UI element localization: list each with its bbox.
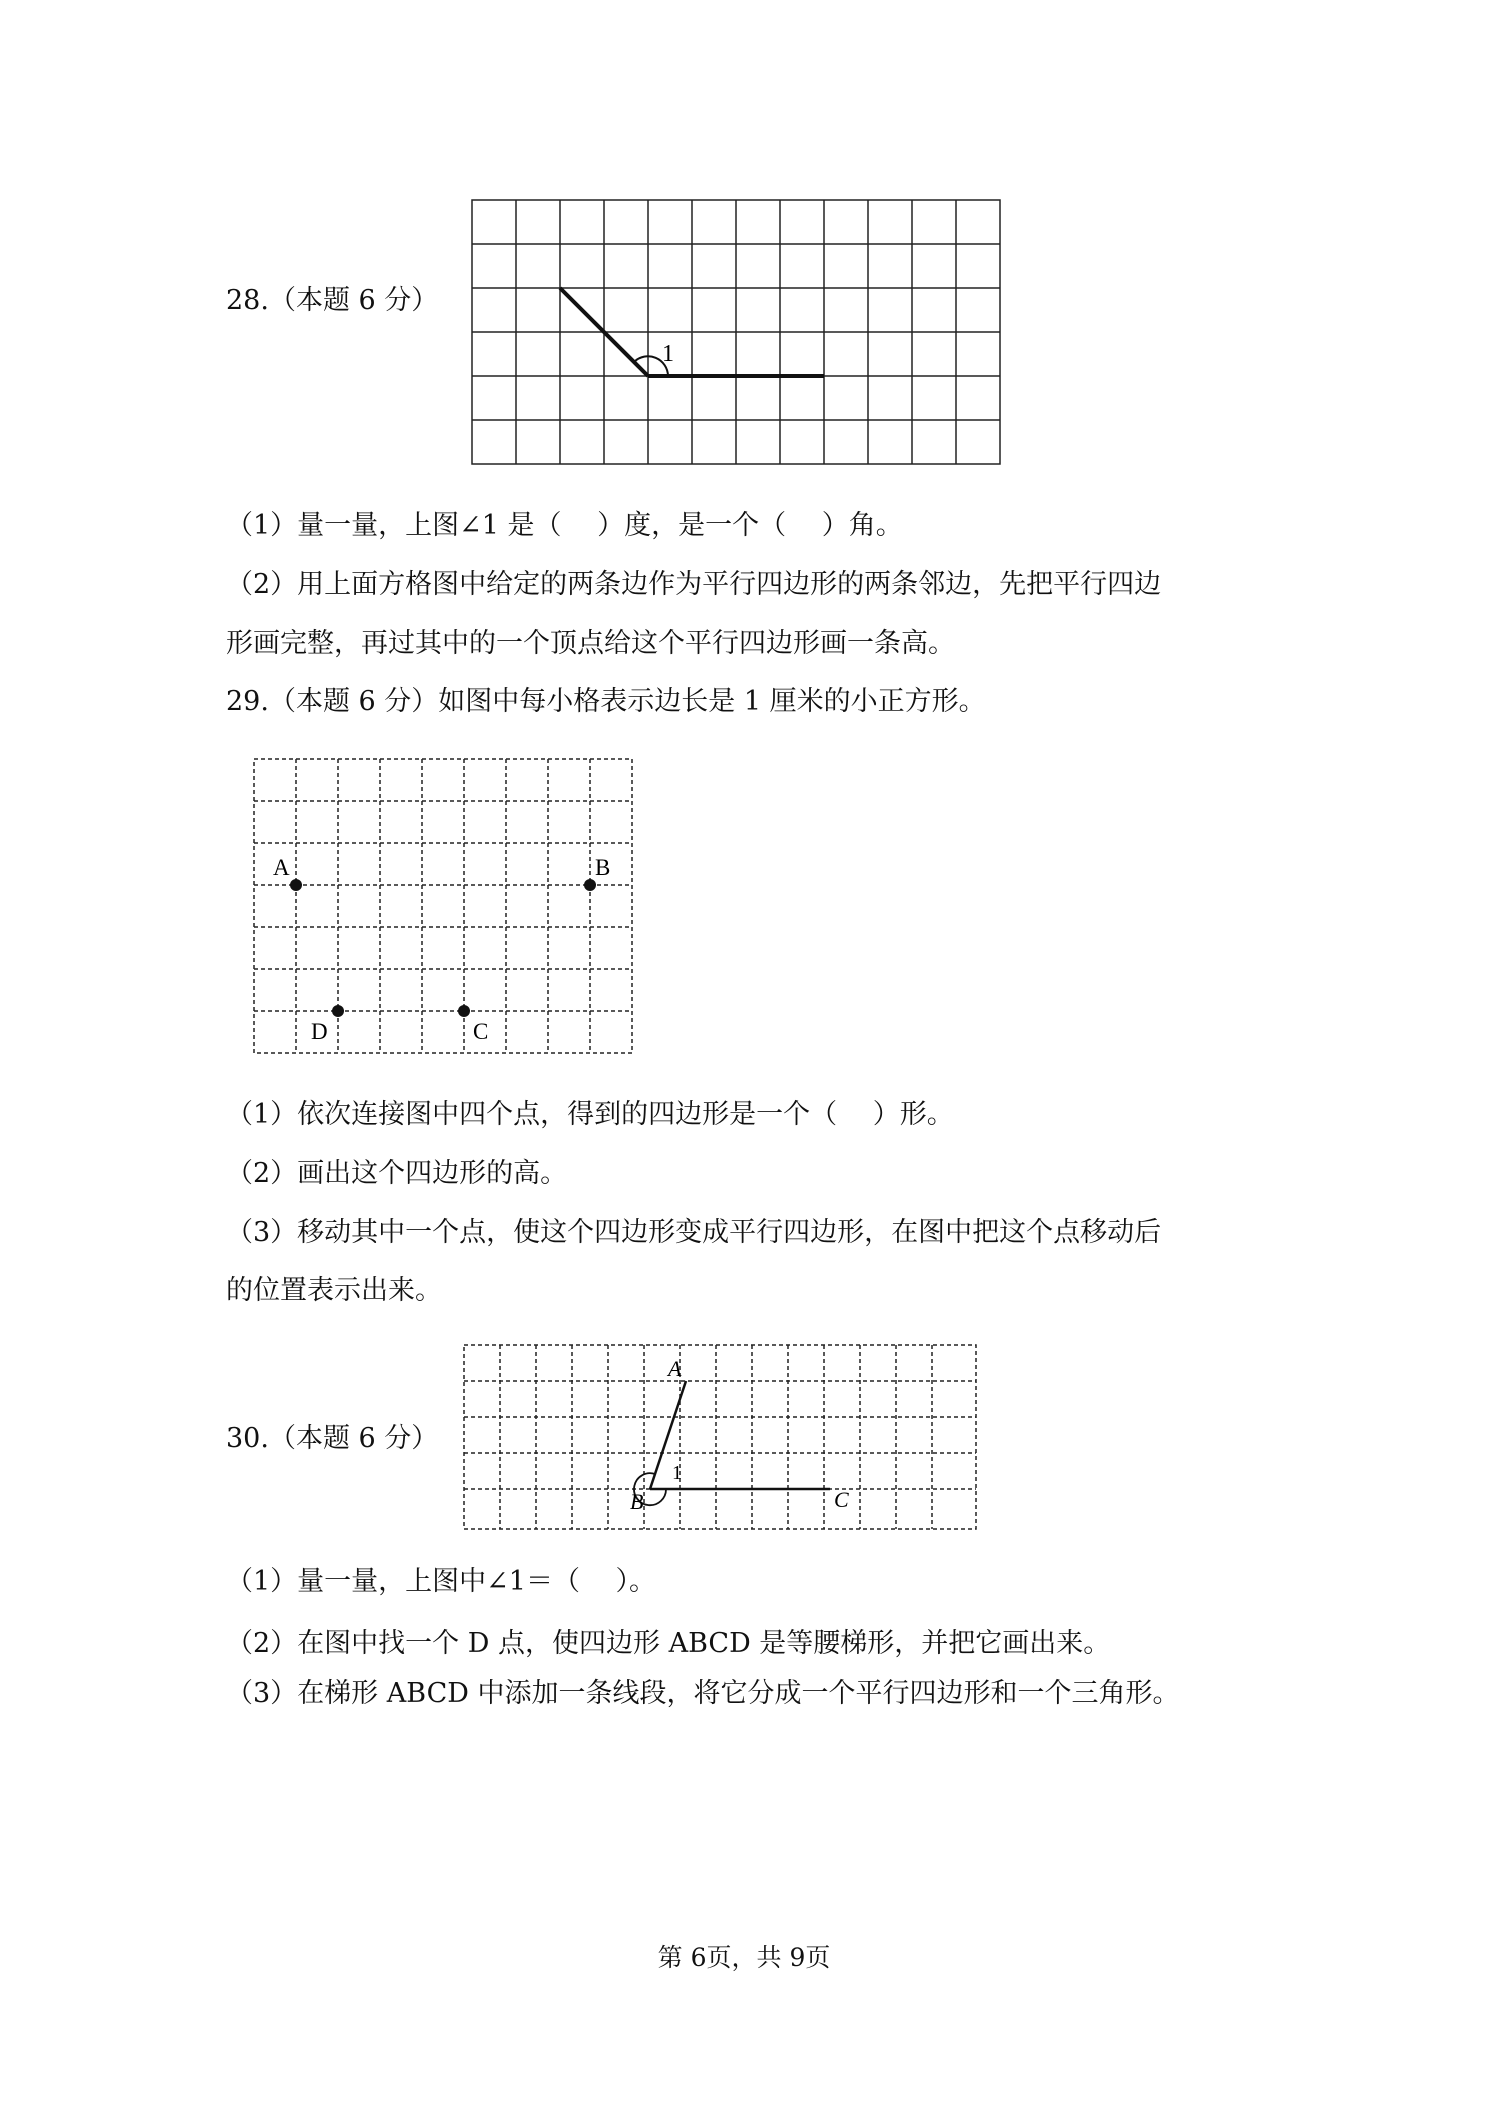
- page-footer: 第 6页，共 9页: [657, 1943, 831, 1972]
- q30-angle-label: 1: [672, 1462, 682, 1484]
- q29-point-b: [584, 879, 596, 891]
- q30-title: 30.（本题 6 分）: [226, 1423, 439, 1454]
- q30-grid-figure: [462, 1343, 980, 1533]
- q28-sub1: （1）量一量，上图∠1 是（ ）度，是一个（ ）角。: [226, 510, 903, 541]
- q28-angle-label: 1: [662, 341, 674, 367]
- q29-sub3-line2: 的位置表示出来。: [226, 1275, 442, 1306]
- q29-label-d: D: [311, 1019, 328, 1044]
- q28-sub2-line2: 形画完整，再过其中的一个顶点给这个平行四边形画一条高。: [226, 628, 955, 659]
- q30-dotted-grid: [464, 1345, 976, 1529]
- q30-label-c: C: [834, 1487, 849, 1512]
- q29-sub2: （2）画出这个四边形的高。: [226, 1158, 568, 1189]
- q30-sub3: （3）在梯形 ABCD 中添加一条线段，将它分成一个平行四边形和一个三角形。: [226, 1678, 1180, 1709]
- q29-sub3-line1: （3）移动其中一个点，使这个四边形变成平行四边形，在图中把这个点移动后: [226, 1217, 1162, 1248]
- q30-sub2: （2）在图中找一个 D 点，使四边形 ABCD 是等腰梯形，并把它画出来。: [226, 1628, 1111, 1659]
- q28-grid: [472, 200, 1000, 464]
- q28-grid-figure: [470, 198, 1006, 470]
- q30-sub1: （1）量一量，上图中∠1＝（ ）。: [226, 1566, 657, 1597]
- q29-label-a: A: [273, 855, 290, 880]
- q29-dotted-grid: [254, 759, 632, 1053]
- q29-point-d: [332, 1005, 344, 1017]
- q28-sub2-line1: （2）用上面方格图中给定的两条边作为平行四边形的两条邻边，先把平行四边: [226, 569, 1162, 600]
- q29-grid-figure: [250, 755, 636, 1057]
- q29-sub1: （1）依次连接图中四个点，得到的四边形是一个（ ）形。: [226, 1099, 954, 1130]
- q29-point-c: [458, 1005, 470, 1017]
- q30-label-a: A: [668, 1356, 682, 1381]
- q29-point-a: [290, 879, 302, 891]
- q29-title: 29.（本题 6 分）如图中每小格表示边长是 1 厘米的小正方形。: [226, 686, 986, 717]
- q30-label-b: B: [630, 1489, 644, 1514]
- q29-label-b: B: [595, 855, 611, 880]
- q28-title: 28.（本题 6 分）: [226, 285, 439, 316]
- q29-label-c: C: [473, 1019, 489, 1044]
